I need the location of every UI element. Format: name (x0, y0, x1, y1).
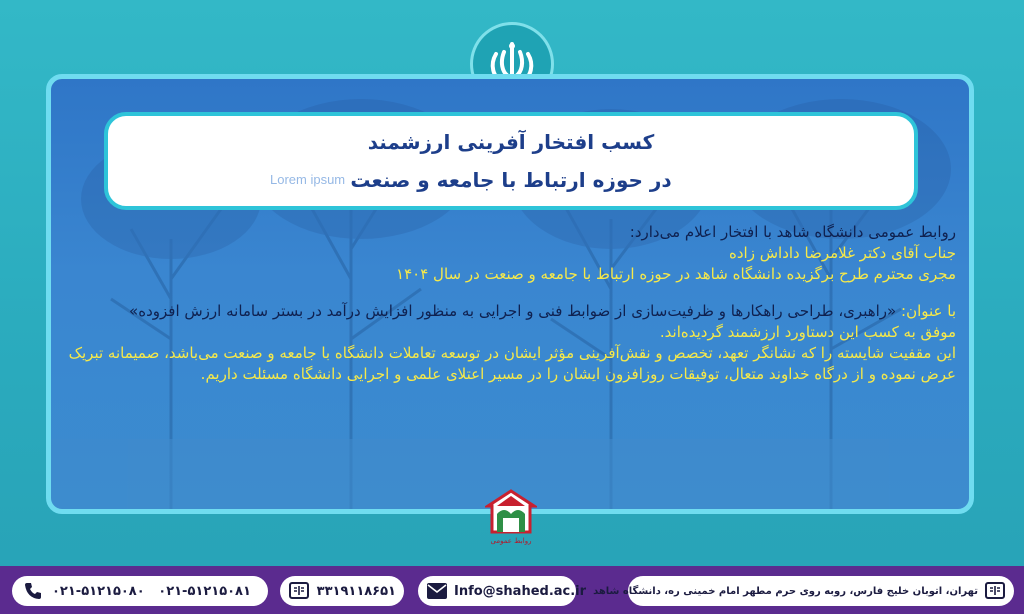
footer-address (593, 576, 1014, 606)
title-label: با عنوان: (901, 302, 956, 320)
footer-email[interactable] (418, 576, 587, 606)
project-title: «راهبری، طراحی راهکارها و ظرفیت‌سازی از ضوابط فنی و اجرایی به منظور افزایش درآمد در بستر سامانه ارزش افزوده» (129, 302, 897, 320)
page-subtitle: در حوزه ارتباط با جامعه و صنعت (350, 168, 672, 192)
logo-caption: روابط عمومی (490, 537, 532, 545)
address-text: تهران، اتوبان خلیج فارس، روبه روی حرم مطهر امام خمینی ره، دانشگاه شاهد (593, 585, 978, 597)
recipient-name: جناب آقای دکتر غلامرضا داداش زاده (729, 244, 956, 262)
recipient-role: مجری محترم طرح برگزیده دانشگاه شاهد در حوزه ارتباط با جامعه و صنعت در سال ۱۴۰۴ (396, 265, 956, 283)
page-title: کسب افتخار آفرینی ارزشمند (367, 130, 655, 154)
shahed-university-logo (478, 488, 544, 560)
footer-sms (280, 576, 404, 606)
sms-icon (288, 578, 311, 604)
title-card (104, 112, 918, 210)
location-icon (984, 578, 1006, 604)
phone-numbers: ۰۲۱-۵۱۲۱۵۰۸۰ ۰۲۱-۵۱۲۱۵۰۸۱ (52, 583, 251, 599)
phone-icon (20, 578, 46, 604)
sms-number: ۳۳۱۹۱۱۸۶۵۱ (316, 583, 396, 599)
congratulations-text: این مقفیت شایسته را که نشانگر تعهد، تخصص و نقش‌آفرینی مؤثر ایشان در توسعه تعاملات دانشگاه با جامعه و صنعت می‌باشد، صمیمانه تبریک عرض نموده و از درگاه خداوند متعال، توفیقات روزافزون ایشان را در مسیر اعتلای علمی و اجرایی دانشگاه مسئلت داریم. (68, 344, 956, 383)
email-text: Info@shahed.ac.ir (454, 583, 587, 599)
footer-phones (12, 576, 268, 606)
email-icon (426, 578, 448, 604)
announcement-body (66, 222, 956, 385)
achievement-line: موفق به کسب این دستاورد ارزشمند گردیده‌اند. (659, 323, 956, 341)
intro-line: روابط عمومی دانشگاه شاهد با افتخار اعلام می‌دارد: (629, 223, 956, 241)
project-paragraph (66, 301, 956, 322)
watermark-text: Lorem ipsum (270, 172, 346, 187)
